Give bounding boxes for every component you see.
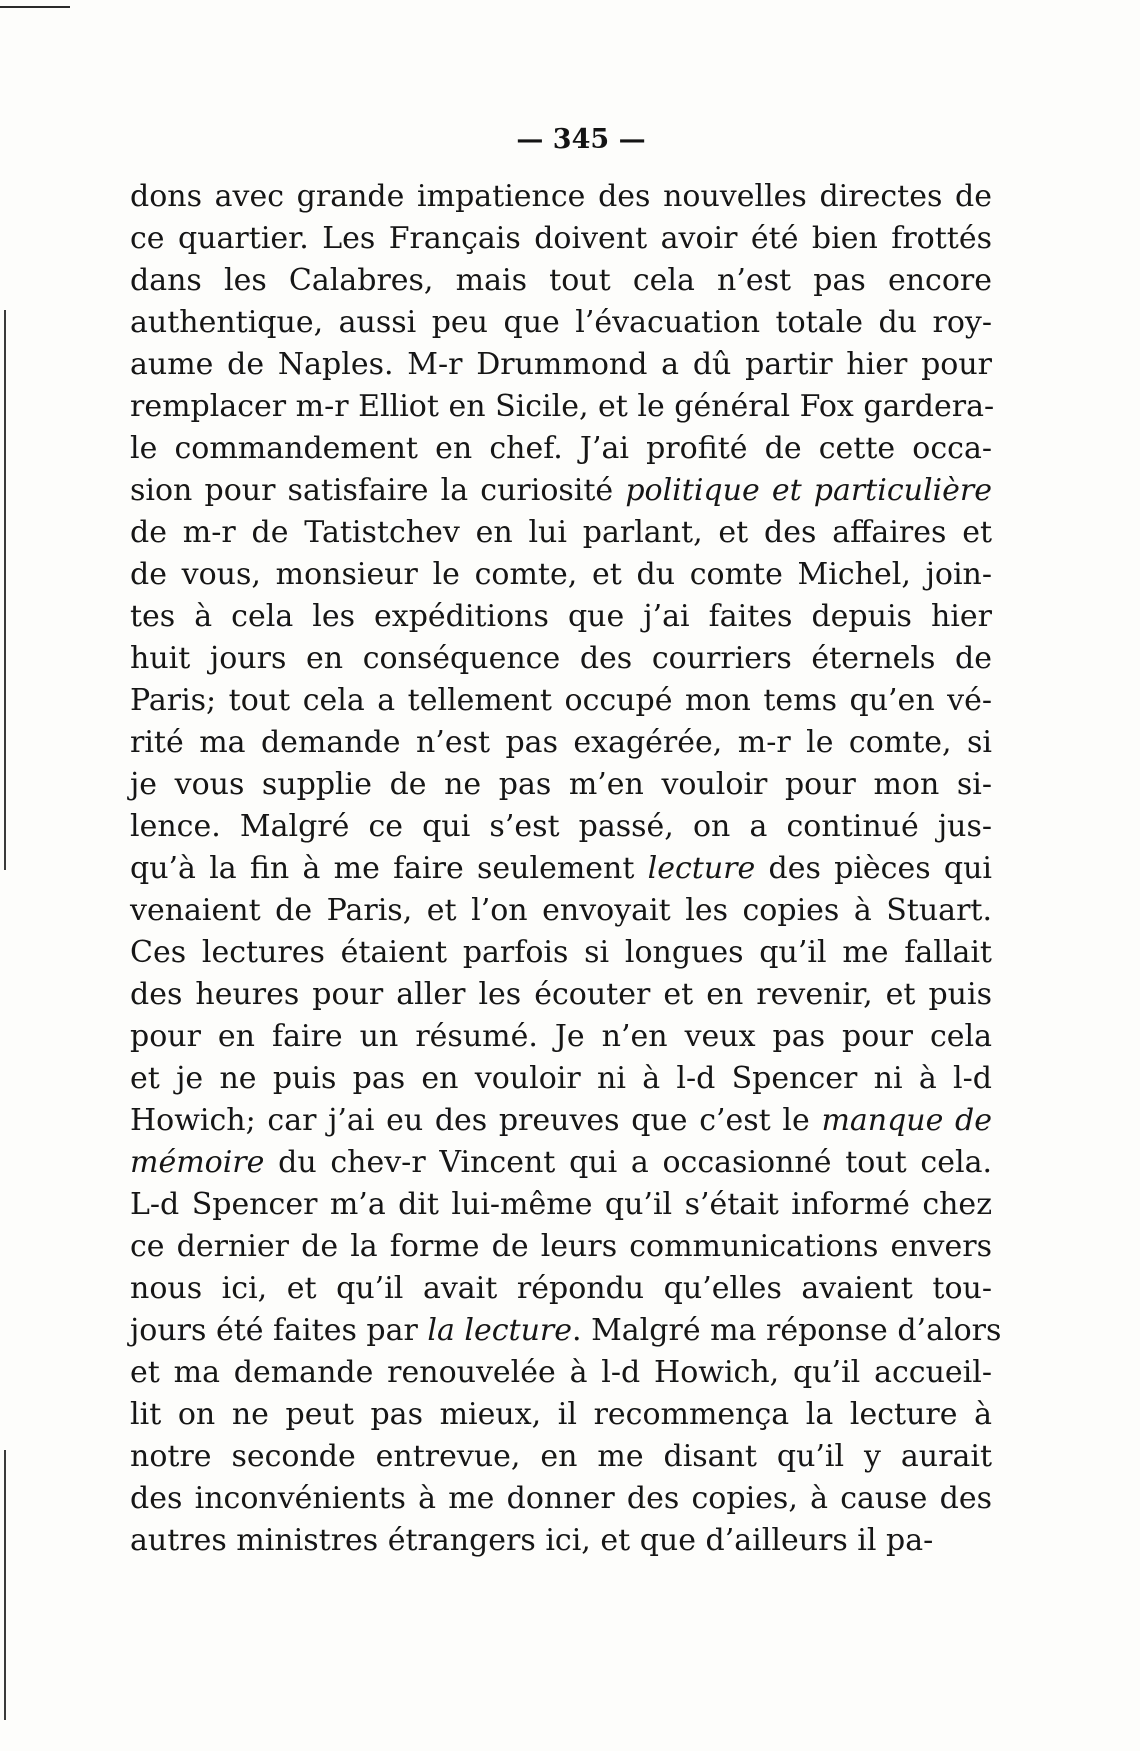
- text-line: [130, 764, 992, 806]
- page-edge-mark: [4, 310, 6, 870]
- text-segment: Paris; tout cela a tellement occupé mon tems qu’en vé-: [130, 683, 992, 718]
- text-line: [130, 806, 992, 848]
- text-line: [130, 1352, 992, 1394]
- text-segment: pour en faire un résumé. Je n’en veux pas pour cela: [130, 1019, 992, 1054]
- text-segment: des inconvénients à me donner des copies, à cause des: [130, 1481, 992, 1516]
- italic-text: manque de: [821, 1103, 992, 1138]
- top-rule: [0, 6, 70, 8]
- italic-text: la lecture: [427, 1313, 572, 1348]
- text-line: [130, 1142, 992, 1184]
- text-segment: du chev-r Vincent qui a occasionné tout cela.: [264, 1145, 992, 1180]
- text-line: [130, 1184, 992, 1226]
- text-segment: dons avec grande impatience des nouvelles directes de: [130, 179, 992, 214]
- text-line: [130, 1520, 992, 1562]
- text-segment: rité ma demande n’est pas exagérée, m-r le comte, si: [130, 725, 992, 760]
- text-line: [130, 218, 992, 260]
- text-line: [130, 554, 992, 596]
- text-line: [130, 1058, 992, 1100]
- text-segment: des heures pour aller les écouter et en revenir, et puis: [130, 977, 992, 1012]
- text-line: [130, 1436, 992, 1478]
- text-line: [130, 1226, 992, 1268]
- text-segment: lence. Malgré ce qui s’est passé, on a continué jus-: [130, 809, 992, 844]
- text-line: [130, 848, 992, 890]
- text-segment: dans les Calabres, mais tout cela n’est pas encore: [130, 263, 992, 298]
- text-line: [130, 722, 992, 764]
- text-line: [130, 1100, 992, 1142]
- text-line: [130, 638, 992, 680]
- text-segment: et ma demande renouvelée à l-d Howich, qu’il accueil-: [130, 1355, 992, 1390]
- text-line: [130, 1394, 992, 1436]
- text-line: [130, 470, 992, 512]
- text-segment: de vous, monsieur le comte, et du comte Michel, join-: [130, 557, 992, 592]
- text-segment: sion pour satisfaire la curiosité: [130, 473, 626, 508]
- text-segment: jours été faites par: [130, 1313, 428, 1348]
- text-segment: nous ici, et qu’il avait répondu qu’elles avaient tou-: [130, 1271, 992, 1306]
- text-segment: lit on ne peut pas mieux, il recommença la lecture à: [130, 1397, 992, 1432]
- text-line: [130, 260, 992, 302]
- text-segment: Howich; car j’ai eu des preuves que c’est le: [130, 1103, 822, 1138]
- text-line: [130, 1016, 992, 1058]
- text-segment: huit jours en conséquence des courriers éternels de: [130, 641, 992, 676]
- text-segment: et je ne puis pas en vouloir ni à l-d Spencer ni à l-d: [130, 1061, 992, 1096]
- text-segment: autres ministres étrangers ici, et que d’ailleurs il pa-: [130, 1523, 934, 1558]
- text-line: [130, 1310, 1002, 1352]
- text-segment: remplacer m-r Elliot en Sicile, et le général Fox gardera-: [130, 389, 995, 424]
- italic-text: politique et particulière: [625, 473, 992, 508]
- text-segment: ce quartier. Les Français doivent avoir été bien frottés: [130, 221, 992, 256]
- text-line: [130, 890, 992, 932]
- text-line: [130, 596, 992, 638]
- text-segment: de m-r de Tatistchev en lui parlant, et des affaires et: [130, 515, 992, 550]
- text-line: [130, 512, 992, 554]
- text-segment: je vous supplie de ne pas m’en vouloir pour mon si-: [130, 767, 992, 802]
- text-line: [130, 932, 992, 974]
- text-segment: tes à cela les expéditions que j’ai faites depuis hier: [130, 599, 992, 634]
- text-segment: authentique, aussi peu que l’évacuation totale du roy-: [130, 305, 992, 340]
- page-number: — 345 —: [516, 124, 646, 155]
- italic-text: mémoire: [130, 1145, 265, 1180]
- text-line: [130, 680, 992, 722]
- text-segment: des pièces qui: [755, 851, 992, 886]
- page-edge-mark: [4, 1450, 6, 1720]
- text-line: [130, 176, 992, 218]
- text-line: [130, 428, 992, 470]
- text-line: [130, 344, 992, 386]
- text-segment: Ces lectures étaient parfois si longues qu’il me fallait: [130, 935, 992, 970]
- text-line: [130, 1268, 992, 1310]
- italic-text: lecture: [647, 851, 756, 886]
- text-segment: le commandement en chef. J’ai profité de cette occa-: [130, 431, 992, 466]
- text-segment: aume de Naples. M-r Drummond a dû partir hier pour: [130, 347, 992, 382]
- text-line: [130, 1478, 992, 1520]
- text-segment: notre seconde entrevue, en me disant qu’il y aurait: [130, 1439, 992, 1474]
- text-segment: L-d Spencer m’a dit lui-même qu’il s’était informé chez: [130, 1187, 992, 1222]
- text-segment: qu’à la fin à me faire seulement: [130, 851, 648, 886]
- text-segment: ce dernier de la forme de leurs communications envers: [130, 1229, 992, 1264]
- text-line: [130, 974, 992, 1016]
- body-text: [130, 176, 1002, 1562]
- text-line: [130, 386, 995, 428]
- text-line: [130, 302, 992, 344]
- text-segment: . Malgré ma réponse d’alors: [572, 1313, 1002, 1348]
- text-segment: venaient de Paris, et l’on envoyait les copies à Stuart.: [130, 893, 992, 928]
